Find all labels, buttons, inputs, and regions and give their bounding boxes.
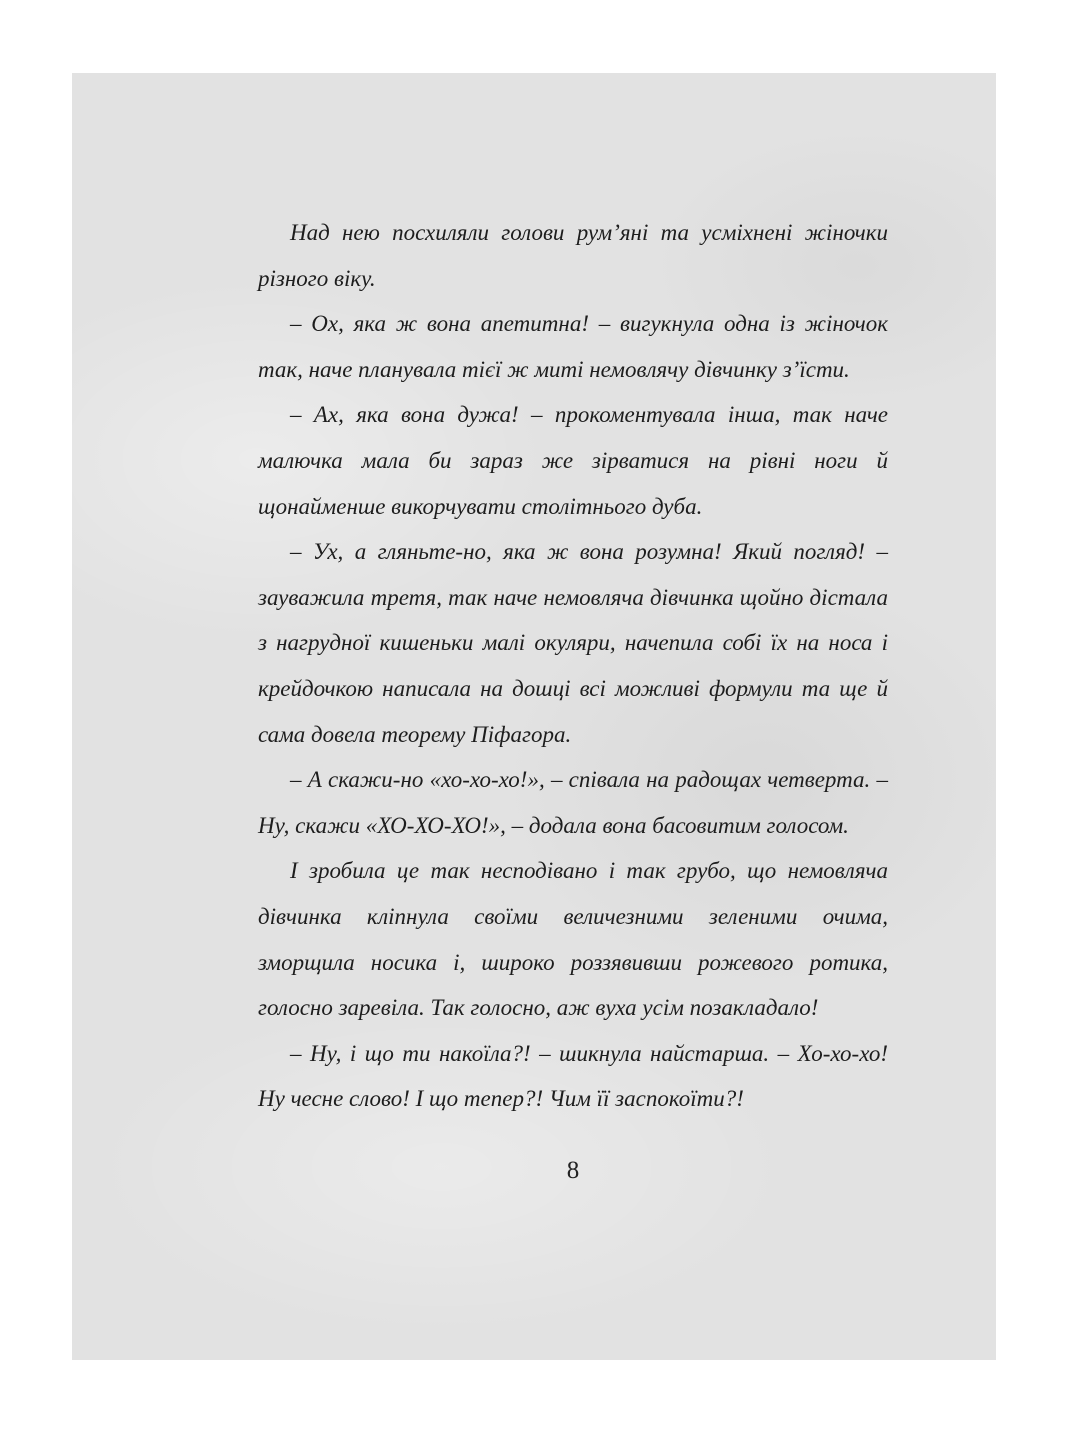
paragraph: – Ах, яка вона дужа! – прокоментувала інша, так наче малючка мала би зараз же зірватися на рівні ноги й щонайменше викорчувати столітнього дуба. [258, 402, 888, 519]
page-number: 8 [566, 1156, 580, 1184]
paragraph: – Ох, яка ж вона апетитна! – вигукнула одна із жіночок так, наче планувала тієї ж миті немовлячу дівчинку з’їсти. [258, 311, 888, 382]
paragraph: – А скажи-но «хо-хо-хо!», – співала на радощах четверта. – Ну, скажи «ХО-ХО-ХО!», – додала вона басовитим голосом. [258, 767, 888, 838]
paragraph: І зробила це так несподівано і так грубо, що немовляча дівчинка кліпнула своїми величезними зеленими очима, зморщила носика і, широко роззявивши рожевого ротика, голосно заревіла. Так голосно, аж вуха усім позакладало! [258, 858, 888, 1021]
paragraph: Над нею посхиляли голови рум’яні та усміхнені жіночки різного віку. [258, 220, 888, 291]
paragraph: – Ну, і що ти накоїла?! – шикнула найстарша. – Хо-хо-хо! Ну чесне слово! І що тепер?! Чим її заспокоїти?! [258, 1040, 888, 1112]
book-page [72, 73, 996, 1360]
body-text [258, 210, 888, 1122]
page-content [258, 210, 888, 1186]
paragraph: – Ух, а гляньте-но, яка ж вона розумна! Який погляд! – зауважила третя, так наче немовляча дівчинка щойно дістала з нагрудної кишеньки малі окуляри, начепила собі їх на носа і крейдочкою написала на дошці всі можливі формули та ще й сама довела теорему Піфагора. [258, 539, 888, 747]
